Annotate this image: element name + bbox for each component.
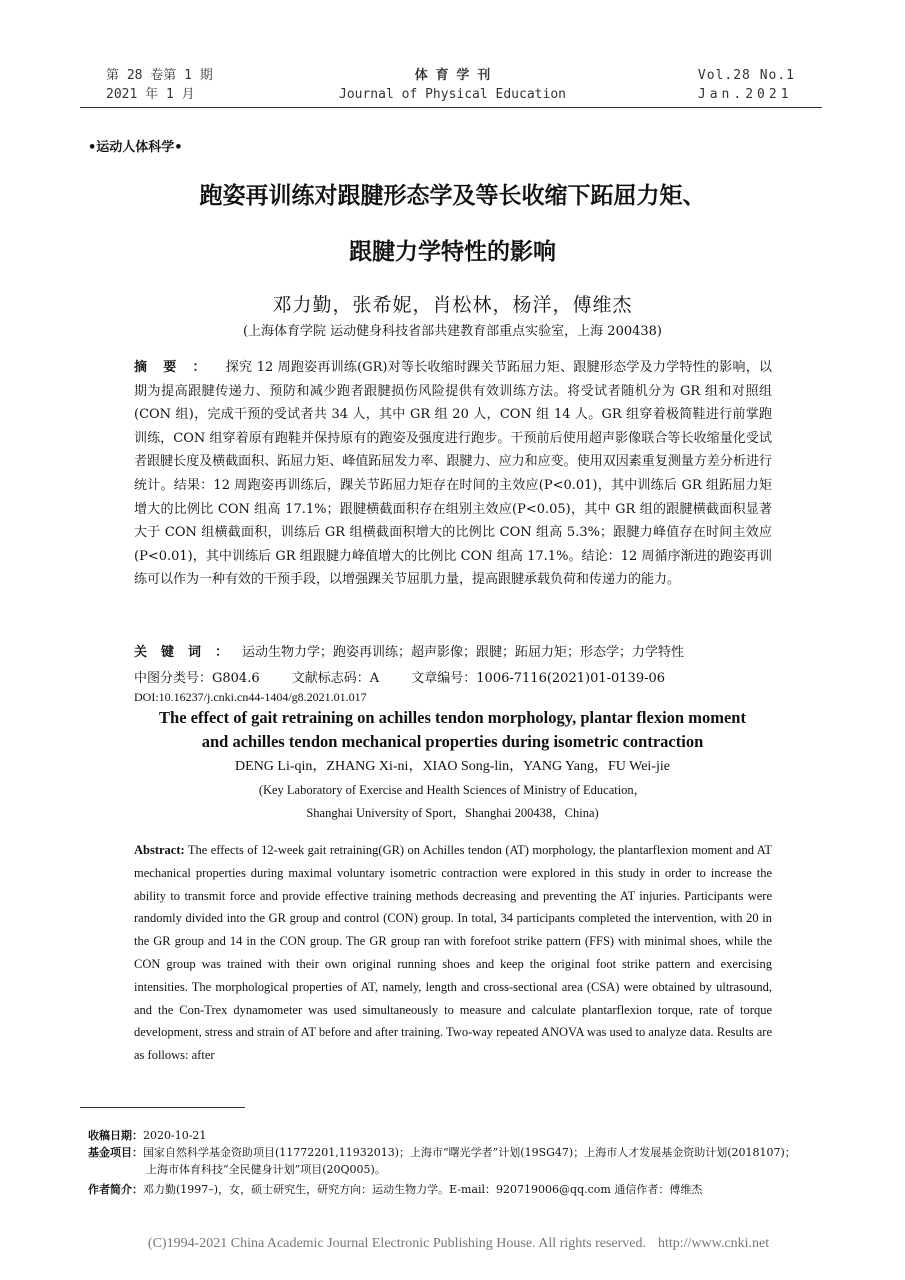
en-abstract-label: Abstract: xyxy=(134,843,185,857)
en-abstract-text: The effects of 12-week gait retraining(GR) on Achilles tendon (AT) morphology, the plantarflexion moment and AT mechanical properties during maximal voluntary isometric contraction were explored in this study in order to increase the ability to transmit force and provide effective training methods decreasing and preventing the AT injuries. Participants were randomly divided into the GR group and control (CON) group. In total, 34 participants completed the intervention, with 20 in the GR group and 14 in the CON group. The GR group ran with forefoot strike pattern (FFS) with minimal shoes, while the CON group was trained with their own original running shoes and keep the original foot strike pattern and exercising intensities. The morphological properties of AT, namely, length and cross-sectional area (CSA) were obtained by ultrasound, and the Con-Trex dynamometer was used simultaneously to measure and calculate plantarflexion torque, rate of torque development, stress and strain of AT before and after training. Two-way repeated ANOVA was used to analyze data. Results are as follows: after xyxy=(134,843,772,1063)
en-title-line2: and achilles tendon mechanical properties during isometric contraction xyxy=(201,732,704,751)
cn-abstract-text: 探究 12 周跑姿再训练(GR)对等长收缩时踝关节跖屈力矩、跟腱形态学及力学特性的影响，以期为提高跟腱传递力、预防和减少跑者跟腱损伤风险提供有效训练方法。将受试者随机分为 GR 组和对照组(CON 组)，完成干预的受试者共 34 人，其中 GR 组 20 人，CON 组 14 人。GR 组穿着极简鞋进行前掌跑训练，CON 组穿着原有跑鞋并保持原有的跑姿及强度进行跑步。干预前后使用超声影像联合等长收缩量化受试者跟腱长度及横截面积、跖屈力矩、峰值跖屈发力率、跟腱力、应力和应变。使用双因素重复测量方差分析进行统计。结果：12 周跑姿再训练后，踝关节跖屈力矩存在时间的主效应(P<0.01)，其中训练后 GR 组跖屈力矩增大的比例比 CON 组高 17.1%；跟腱横截面积存在组别主效应(P<0.05)，其中 GR 组的跟腱横截面积显著大于 CON 组横截面积，训练后 GR 组横截面积增大的比例比 CON 组高 5.3%；跟腱力峰值存在时间主效应(P<0.01)，其中训练后 GR 组跟腱力峰值增大的比例比 CON 组高 17.1%。结论：12 周循序渐进的跑姿再训练可以作为一种有效的干预手段，以增强踝关节屈肌力量，提高跟腱承载负荷和传递力的能力。 xyxy=(134,360,772,588)
doi: DOI:10.16237/j.cnki.cn44-1404/g8.2021.01.017 xyxy=(134,690,367,704)
column-tag: •运动人体科学• xyxy=(88,140,183,155)
received-date: 2020-10-21 xyxy=(143,1129,207,1142)
header-issue xyxy=(106,66,213,104)
header-date-en: Jan.2021 xyxy=(697,87,793,102)
footnote-fund xyxy=(88,1144,828,1178)
classification-line xyxy=(134,667,794,686)
cn-authors: 邓力勤，张希妮，肖松林，杨洋，傅维杰 xyxy=(272,294,633,316)
cn-abstract-label: 摘要： xyxy=(134,360,222,375)
cn-affiliation: (上海体育学院 运动健身科技省部共建教育部重点实验室，上海 200438) xyxy=(242,324,663,339)
cn-title-line1: 跑姿再训练对跟腱形态学及等长收缩下跖屈力矩、 xyxy=(199,183,706,209)
en-affiliation-line2: Shanghai University of Sport，Shanghai 200438，China) xyxy=(306,806,599,820)
document-code: 文献标志码：A xyxy=(291,671,380,686)
fund-label: 基金项目： xyxy=(88,1146,143,1159)
cnki-link[interactable]: http://www.cnki.net xyxy=(658,1236,770,1251)
en-title-line1: The effect of gait retraining on achilles tendon morphology, plantar flexion moment xyxy=(159,708,746,727)
header-issue-en xyxy=(698,66,795,104)
en-affiliation xyxy=(80,779,825,825)
footnote-rule xyxy=(80,1107,245,1108)
footnote-author xyxy=(88,1181,828,1198)
en-abstract xyxy=(134,839,772,1067)
en-authors: DENG Li-qin，ZHANG Xi-ni，XIAO Song-lin，YANG Yang，FU Wei-jie xyxy=(235,759,670,774)
author-info: 邓力勤(1997–)，女，硕士研究生，研究方向：运动生物力学。E-mail：920719006@qq.com 通信作者：傅维杰 xyxy=(143,1183,703,1196)
copyright-text: (C)1994-2021 China Academic Journal Electronic Publishing House. All rights reserved. xyxy=(147,1236,646,1251)
header-date: 2021 年 1 月 xyxy=(106,87,195,102)
en-title xyxy=(80,706,825,754)
clc-number: 中图分类号：G804.6 xyxy=(134,671,260,686)
fund-line2: 上海市体育科技“全民健身计划”项目(20Q005)。 xyxy=(146,1163,386,1176)
cn-keywords xyxy=(134,641,794,660)
header-journal-cn: 体 育 学 刊 xyxy=(414,68,491,83)
header-journal-en: Journal of Physical Education xyxy=(339,87,566,102)
header-journal xyxy=(330,66,575,104)
header-volume-en: Vol.28 No.1 xyxy=(697,68,795,83)
cn-abstract xyxy=(134,356,772,592)
cn-keywords-text: 运动生物力学；跑姿再训练；超声影像；跟腱；跖屈力矩；形态学；力学特性 xyxy=(242,645,685,660)
author-info-label: 作者简介： xyxy=(88,1183,143,1196)
header-rule xyxy=(80,107,822,108)
article-number: 文章编号：1006-7116(2021)01-0139-06 xyxy=(411,671,666,686)
en-affiliation-line1: (Key Laboratory of Exercise and Health Sciences of Ministry of Education， xyxy=(258,783,647,797)
received-label: 收稿日期： xyxy=(88,1129,143,1142)
cn-title-line2: 跟腱力学特性的影响 xyxy=(349,239,556,265)
cn-title xyxy=(80,168,825,280)
header-volume: 第 28 卷第 1 期 xyxy=(106,68,213,83)
footnote-received xyxy=(88,1127,828,1144)
cn-keywords-label: 关键词： xyxy=(134,645,243,660)
copyright-notice xyxy=(30,1236,875,1252)
fund-line1: 国家自然科学基金资助项目(11772201,11932013)；上海市“曙光学者”计划(19SG47)；上海市人才发展基金资助计划(2018107)； xyxy=(143,1146,796,1159)
